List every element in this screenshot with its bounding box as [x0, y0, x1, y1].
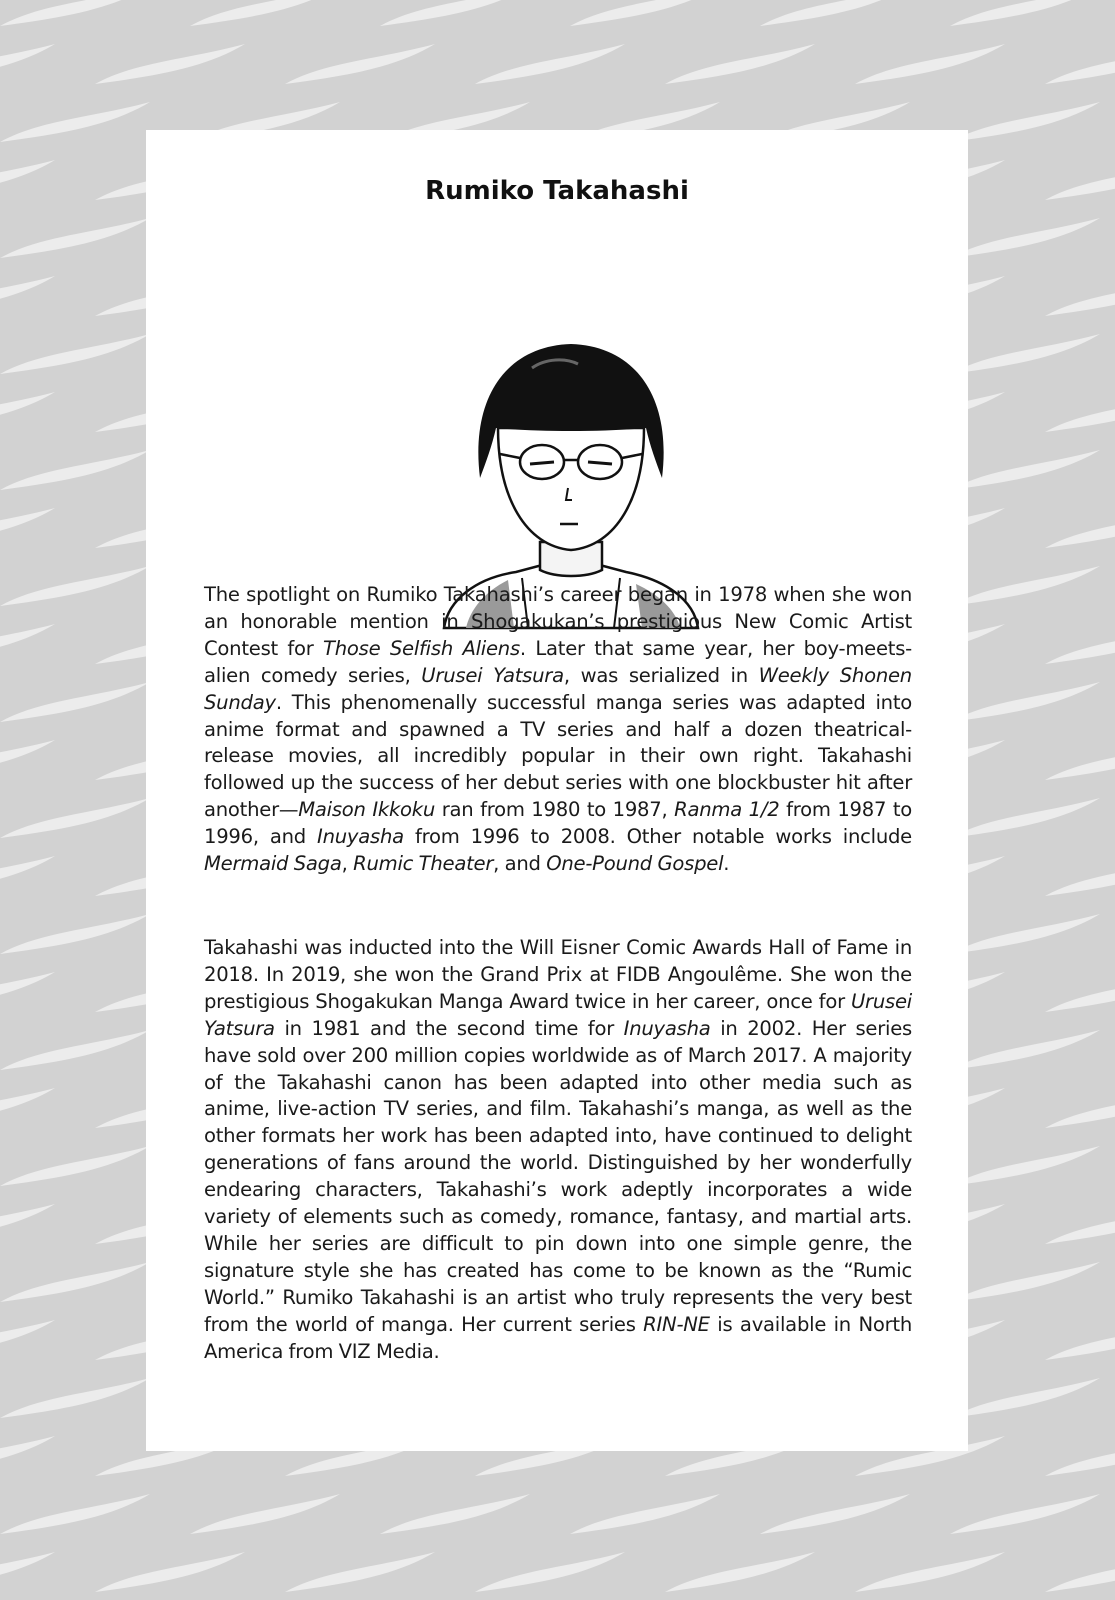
page-title: Rumiko Takahashi: [425, 176, 689, 206]
work-title: Ranma 1/2: [674, 798, 780, 822]
bio-text: Takahashi was inducted into the Will Eisner Comic Awards Hall of Fame in 2018. In 2019, she won the Grand Prix at FIDB Angoulême. She won the prestigious Shogakukan Manga Award twice in her career, once for: [204, 936, 912, 1013]
bio-text: in 1981 and the second time for: [274, 1016, 624, 1040]
bio-paragraph-career: [204, 582, 912, 878]
bio-text: from 1987 to 1996, and: [204, 798, 912, 849]
work-title: One-Pound Gospel: [546, 852, 724, 876]
bio-text: . This phenomenally successful manga series was adapted into anime format and spawned a TV series and half a dozen theatrical-release movies, all incredibly popular in their own right. Takahashi followed up the success of her debut series with one blockbuster hit after another—: [204, 690, 912, 822]
work-title: Weekly Shonen Sunday: [204, 663, 912, 714]
bio-text: The spotlight on Rumiko Takahashi’s career began in 1978 when she won an honorable mention in Shogakukan’s prestigious New Comic Artist Contest for: [204, 583, 912, 660]
work-title: Mermaid Saga: [204, 852, 342, 876]
bio-text: in 2002. Her series have sold over 200 million copies worldwide as of March 2017. A majority of the Takahashi canon has been adapted into other media such as anime, live-action TV series, and film. Takahashi’s manga, as well as the other formats her work has been adapted into, have continued to delight generations of fans around the world. Distinguished by her wonderfully endearing characters, Takahashi’s work adeptly incorporates a wide variety of elements such as comedy, romance, fantasy, and martial arts. While her series are difficult to pin down into one simple genre, the signature style she has created has come to be known as the “Rumic World.” Rumiko Takahashi is an artist who truly represents the very best from the world of manga. Her current series: [204, 1016, 912, 1336]
author-bio-card: [146, 130, 968, 1451]
work-title: Inuyasha: [317, 825, 404, 849]
bio-text: . Later that same year, her boy-meets-alien comedy series,: [204, 636, 912, 687]
bio-text: is available in North America from VIZ Media.: [204, 1312, 912, 1363]
bio-text: , and: [493, 852, 547, 876]
work-title: Urusei Yatsura: [421, 663, 564, 687]
work-title: Inuyasha: [623, 1016, 711, 1040]
bio-paragraph-awards: [204, 935, 912, 1366]
work-title: RIN-NE: [643, 1312, 710, 1336]
bio-text: , was serialized in: [563, 663, 759, 687]
bio-text: from 1996 to 2008. Other notable works include: [403, 825, 912, 849]
work-title: Maison Ikkoku: [298, 798, 436, 822]
work-title: Those Selfish Aliens: [323, 636, 520, 660]
bio-text: ran from 1980 to 1987,: [435, 798, 675, 822]
bio-text: ,: [341, 852, 354, 876]
work-title: Urusei Yatsura: [204, 989, 912, 1040]
bio-text: .: [723, 852, 730, 876]
work-title: Rumic Theater: [353, 852, 494, 876]
